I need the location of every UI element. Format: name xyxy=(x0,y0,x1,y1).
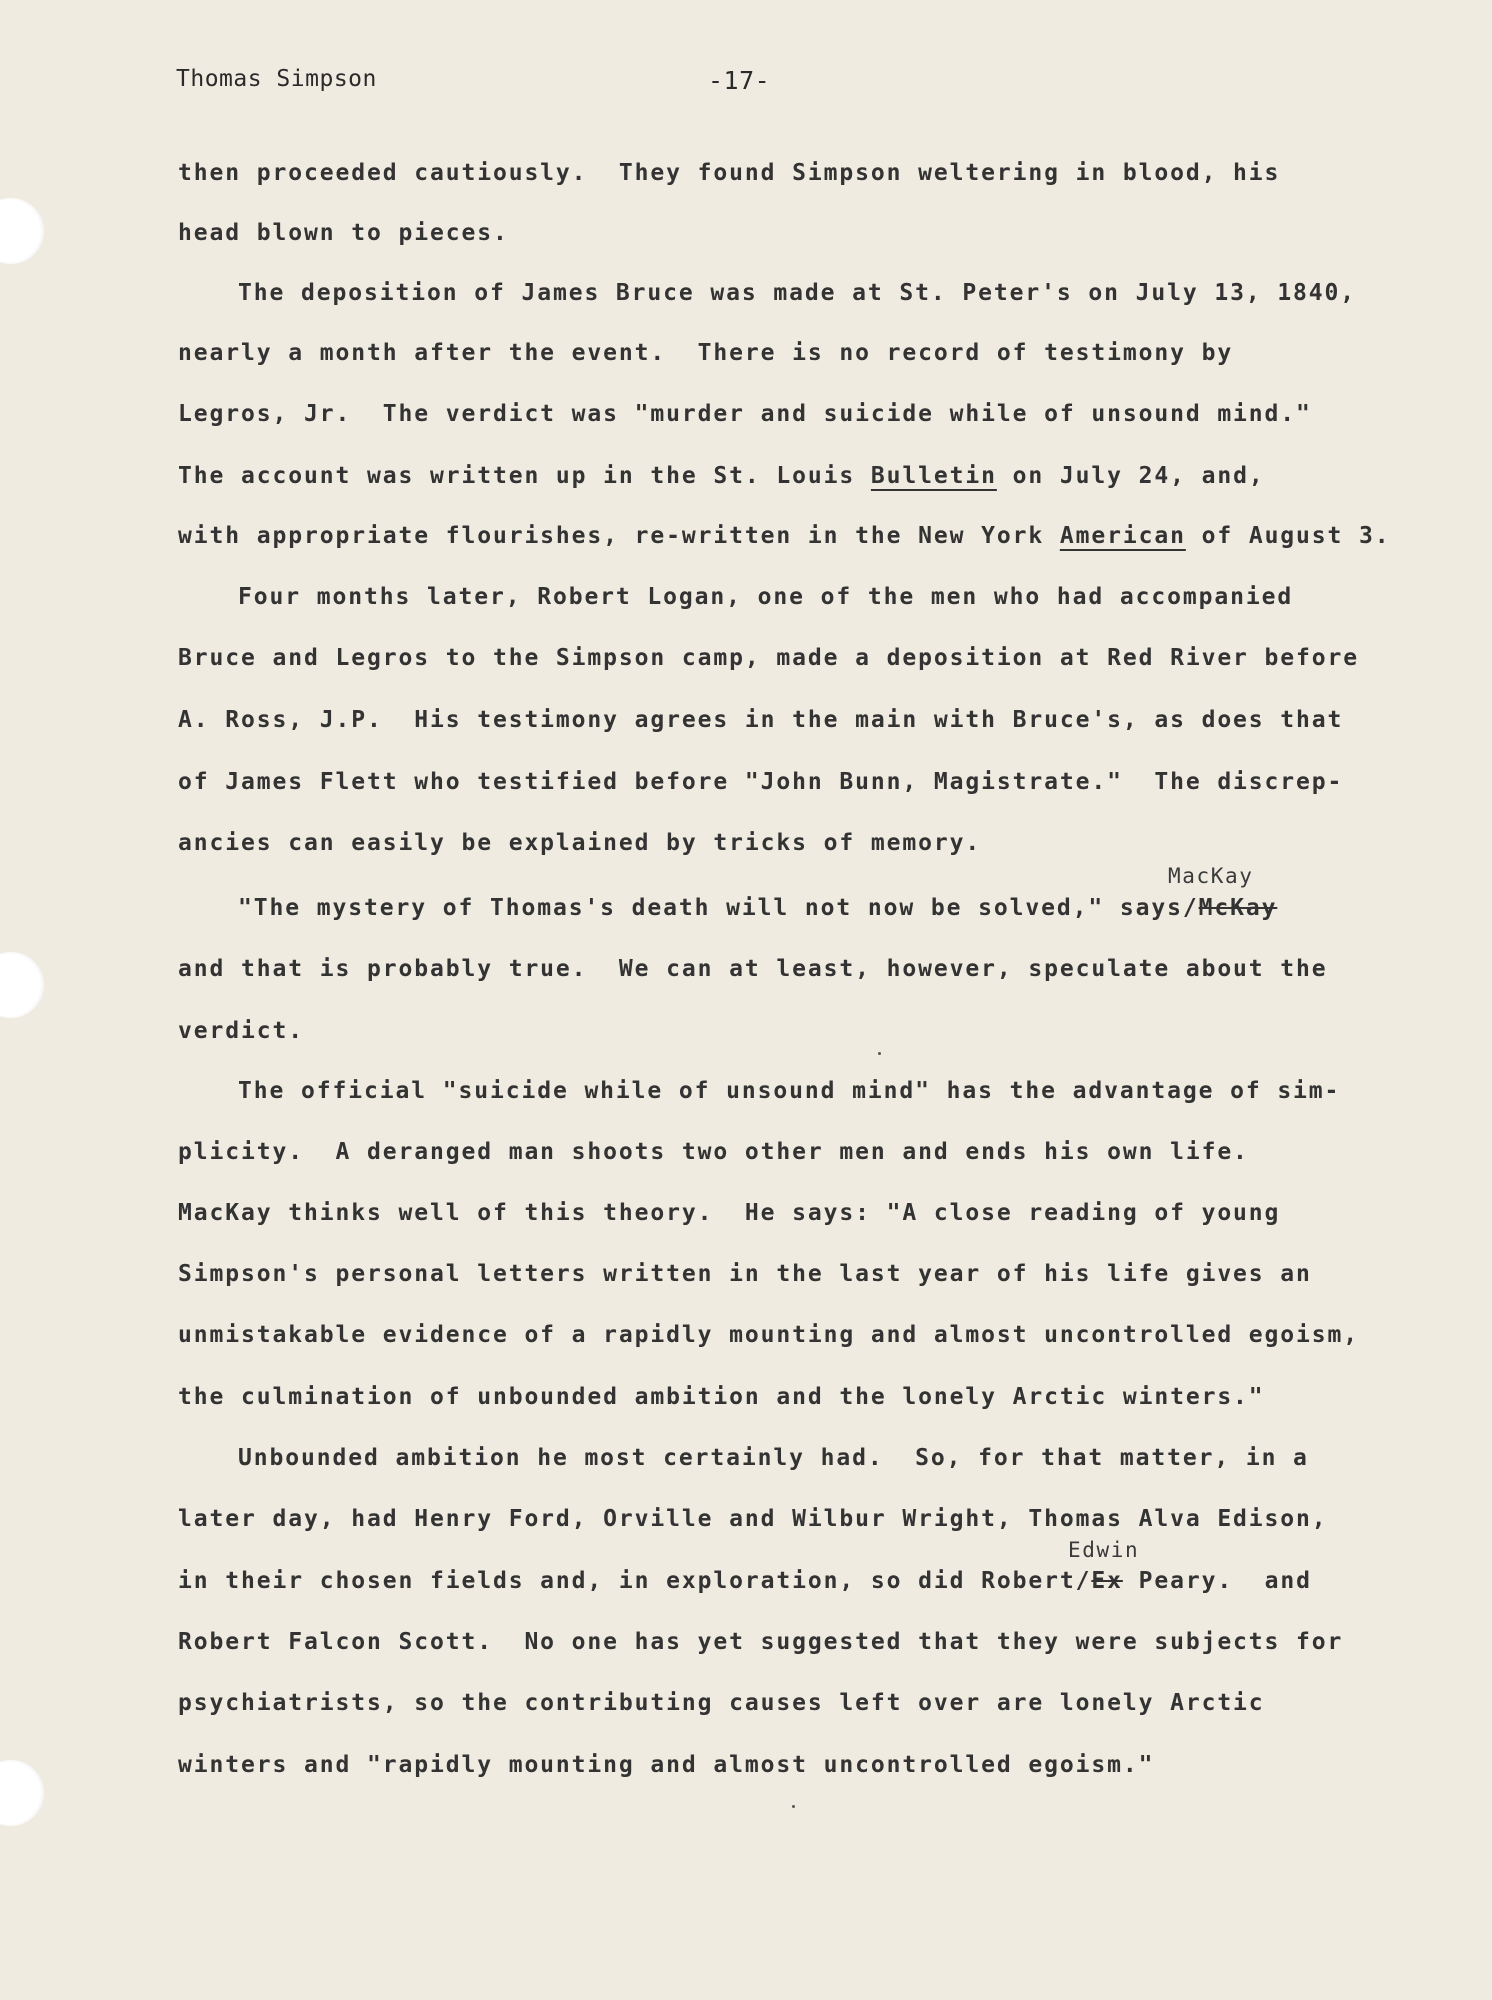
text-line-peary xyxy=(178,1568,1312,1594)
text-line: then proceeded cautiously. They found Simpson weltering in blood, his xyxy=(178,160,1281,186)
struck-text: McKay xyxy=(1198,895,1278,921)
underlined-title: Bulletin xyxy=(870,463,997,489)
text-line: Robert Falcon Scott. No one has yet suggested that they were subjects for xyxy=(178,1629,1344,1655)
text-line: unmistakable evidence of a rapidly mounting and almost uncontrolled egoism, xyxy=(178,1322,1360,1348)
page-number: -17- xyxy=(708,66,771,95)
punch-hole-middle xyxy=(0,952,44,1018)
text-line: Simpson's personal letters written in the last year of his life gives an xyxy=(178,1261,1312,1287)
text-line: Unbounded ambition he most certainly had. So, for that matter, in a xyxy=(238,1445,1309,1471)
text-segment: on July 24, and, xyxy=(996,463,1265,489)
text-line-says xyxy=(238,895,1277,921)
text-line: Bruce and Legros to the Simpson camp, made a deposition at Red River before xyxy=(178,645,1360,671)
text-line-bulletin xyxy=(178,463,1265,489)
text-line: of James Flett who testified before "John Bunn, Magistrate." The discrep- xyxy=(178,769,1344,795)
text-line: the culmination of unbounded ambition and the lonely Arctic winters." xyxy=(178,1384,1265,1410)
text-segment: in their chosen fields and, in exploration, so did Robert/ xyxy=(178,1568,1092,1594)
handwritten-insertion-mackay: MacKay xyxy=(1168,864,1254,888)
text-line: ancies can easily be explained by tricks of memory. xyxy=(178,830,982,856)
text-line: Legros, Jr. The verdict was "murder and suicide while of unsound mind." xyxy=(178,401,1312,427)
text-segment: Peary. and xyxy=(1122,1568,1312,1594)
handwritten-insertion-edwin: Edwin xyxy=(1068,1538,1140,1562)
text-line: nearly a month after the event. There is no record of testimony by xyxy=(178,340,1234,366)
text-line: plicity. A deranged man shoots two other men and ends his own life. xyxy=(178,1139,1249,1165)
punch-hole-top xyxy=(0,198,44,264)
text-line: and that is probably true. We can at least, however, speculate about the xyxy=(178,956,1328,982)
text-line: Four months later, Robert Logan, one of the men who had accompanied xyxy=(238,584,1294,610)
struck-text: Ex xyxy=(1091,1568,1123,1594)
text-line: verdict. xyxy=(178,1018,304,1044)
punch-hole-bottom xyxy=(0,1760,44,1826)
text-line: The official "suicide while of unsound mind" has the advantage of sim- xyxy=(238,1078,1341,1104)
running-header-title: Thomas Simpson xyxy=(176,66,377,92)
text-line: winters and "rapidly mounting and almost uncontrolled egoism." xyxy=(178,1752,1155,1778)
ink-speck xyxy=(792,1805,795,1808)
text-line: MacKay thinks well of this theory. He says: "A close reading of young xyxy=(178,1200,1281,1226)
text-line-american xyxy=(178,523,1391,549)
text-line: psychiatrists, so the contributing causes left over are lonely Arctic xyxy=(178,1690,1265,1716)
text-segment: with appropriate flourishes, re-written in the New York xyxy=(178,523,1060,549)
text-segment: "The mystery of Thomas's death will not now be solved," says/ xyxy=(238,895,1199,921)
text-segment: The account was written up in the St. Louis xyxy=(178,463,871,489)
text-line: head blown to pieces. xyxy=(178,220,509,246)
text-segment: of August 3. xyxy=(1185,523,1391,549)
text-line: A. Ross, J.P. His testimony agrees in the main with Bruce's, as does that xyxy=(178,707,1344,733)
ink-speck xyxy=(878,1052,881,1055)
underlined-title: American xyxy=(1059,523,1186,549)
text-line: later day, had Henry Ford, Orville and Wilbur Wright, Thomas Alva Edison, xyxy=(178,1506,1328,1532)
text-line: The deposition of James Bruce was made at St. Peter's on July 13, 1840, xyxy=(238,280,1357,306)
